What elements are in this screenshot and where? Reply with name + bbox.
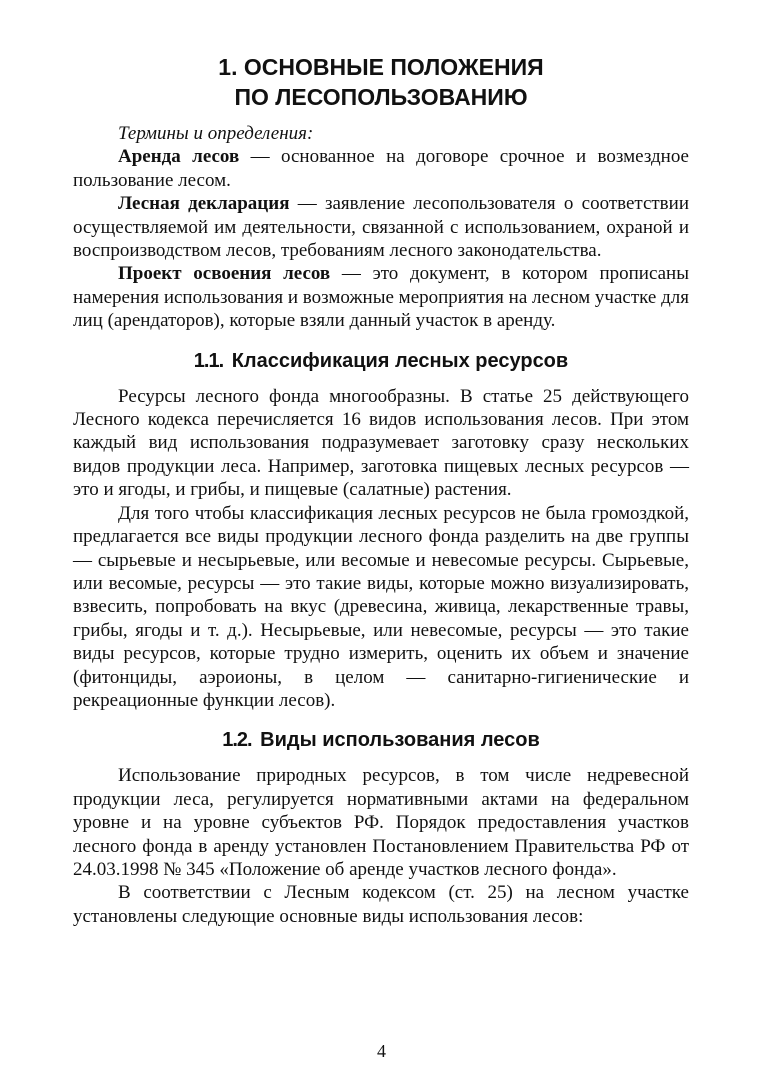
definition-term: Аренда лесов [118,146,240,168]
body-paragraph: Ресурсы лесного фонда многообразны. В статье 25 действующего Лесного кодекса перечисляется 16 видов использования лесов. При этом каждый вид использования подразумевает заготовку сразу нескольких видов продукции леса. Например, заготовка пищевых лесных ресурсов — это и ягоды, и грибы, и пищевые (салатные) растения. [73,385,689,501]
chapter-title-line-1: 1. ОСНОВНЫЕ ПОЛОЖЕНИЯ [218,54,544,80]
terms-intro: Термины и определения: [118,123,314,144]
definition-text: — основанное на договоре срочное и возмездное пользование лесом. [73,146,689,191]
definition-text: — это документ, в котором прописаны намерения использования и возможные мероприятия на лесном участке для лиц (арендаторов), которые взяли данный участок в аренду. [73,263,689,332]
definition-paragraph [73,145,689,192]
section-title: Классификация лесных ресурсов [231,349,569,372]
definition-text: — заявление лесопользователя о соответствии осуществляемой им деятельности, связанной с использованием, охраной и воспроизводством лесов, требованиям лесного законодательства. [73,193,689,262]
body-paragraph: Использование природных ресурсов, в том числе недревесной продукции леса, регулируется нормативными актами на федеральном уровне и на уровне субъектов РФ. Порядок предоставления участков лесного фонда в аренду установлен Постановлением Правительства РФ от 24.03.1998 № 345 «Положение об аренде участков лесного фонда». [73,765,689,880]
section-heading-1-1 [73,348,689,374]
definition-paragraph [73,262,689,332]
section-heading-1-2 [73,727,689,753]
chapter-title [73,52,689,112]
body-paragraph: В соответствии с Лесным кодексом (ст. 25) на лесном участке установлены следующие основные виды использования лесов: [73,882,689,927]
definition-paragraph [73,192,689,262]
body-paragraph: Для того чтобы классификация лесных ресурсов не была громоздкой, предлагается все виды продукции лесного фонда разделить на две группы — сырьевые и несырьевые, или весомые и невесомые ресурсы. Сырьевые, или весомые, ресурсы — это такие виды, которые можно визуализировать, взвесить, попробовать на вкус (древесина, живица, лекарственные травы, грибы, ягоды и т. д.). Несырьевые, или невесомые, ресурсы — это такие виды ресурсов, которые трудно измерить, оценить их объем и значение (фитонциды, аэроионы, в целом — санитарно-гигиенические и рекреационные функции лесов). [73,502,689,711]
section-title: Виды использования лесов [260,729,540,752]
section-number: 1.1. [193,349,224,372]
page-content [73,52,689,928]
definition-term: Лесная декларация [118,193,290,215]
section-number: 1.2. [222,729,252,752]
definition-term: Проект освоения лесов [118,263,331,285]
page-number: 4 [377,1041,386,1061]
chapter-title-line-2: ПО ЛЕСОПОЛЬЗОВАНИЮ [234,84,528,110]
